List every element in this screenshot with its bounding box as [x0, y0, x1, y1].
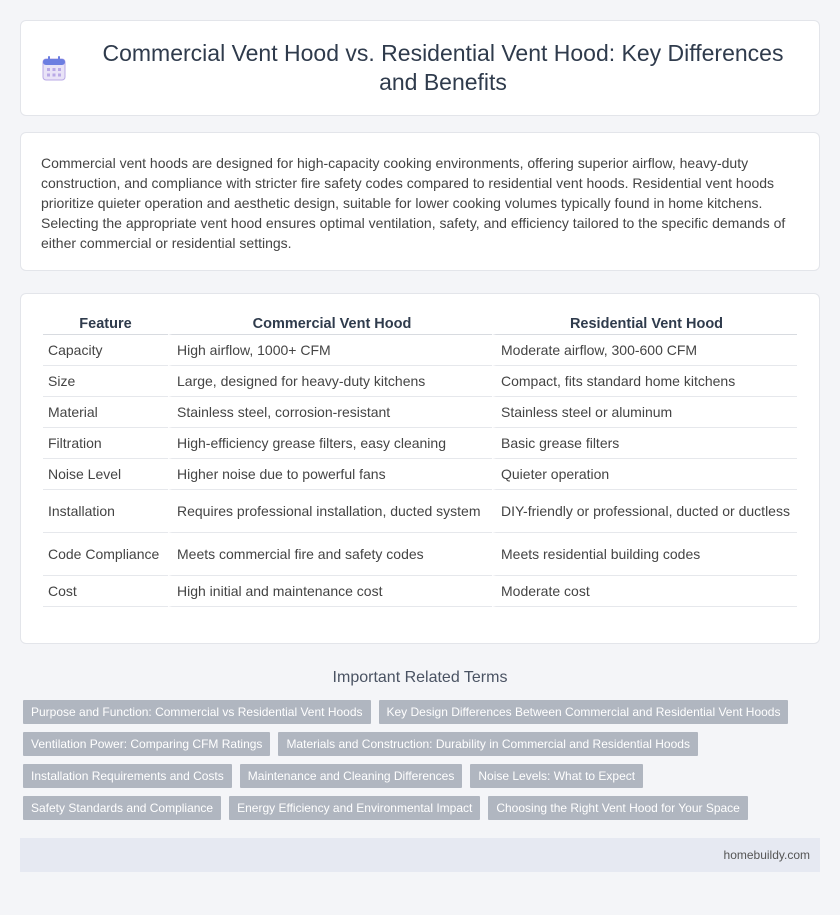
commercial-cell: Stainless steel, corrosion-resistant — [168, 397, 492, 428]
commercial-cell: High initial and maintenance cost — [168, 576, 492, 607]
commercial-cell: Large, designed for heavy-duty kitchens — [168, 366, 492, 397]
table-row — [43, 576, 797, 607]
table-row — [43, 459, 797, 490]
related-term-tag[interactable]: Key Design Differences Between Commercial and Residential Vent Hoods — [379, 700, 789, 724]
header-feature: Feature — [43, 310, 168, 335]
table-row — [43, 428, 797, 459]
feature-cell: Material — [43, 397, 168, 428]
feature-cell: Filtration — [43, 428, 168, 459]
residential-cell: Quieter operation — [492, 459, 797, 490]
footer — [20, 838, 820, 872]
commercial-cell: Requires professional installation, ducted system — [168, 490, 492, 533]
table-row — [43, 533, 797, 576]
header-residential: Residential Vent Hood — [492, 310, 797, 335]
comparison-table-card — [20, 293, 820, 644]
footer-site-link[interactable]: homebuildy.com — [723, 848, 810, 862]
table-row — [43, 366, 797, 397]
feature-cell: Code Compliance — [43, 533, 168, 576]
related-term-tag[interactable]: Safety Standards and Compliance — [23, 796, 221, 820]
commercial-cell: High airflow, 1000+ CFM — [168, 335, 492, 366]
feature-cell: Installation — [43, 490, 168, 533]
residential-cell: Moderate airflow, 300-600 CFM — [492, 335, 797, 366]
feature-cell: Cost — [43, 576, 168, 607]
residential-cell: Meets residential building codes — [492, 533, 797, 576]
table-row — [43, 335, 797, 366]
feature-cell: Size — [43, 366, 168, 397]
header-commercial: Commercial Vent Hood — [168, 310, 492, 335]
intro-paragraph: Commercial vent hoods are designed for high-capacity cooking environments, offering superior airflow, heavy-duty construction, and compliance with stricter fire safety codes compared to residential vent hoods. Residential vent hoods prioritize quieter operation and aesthetic design, suitable for lower cooking volumes typically found in home kitchens. Selecting the appropriate vent hood ensures optimal ventilation, safety, and efficiency tailored to the specific demands of either commercial or residential settings. — [41, 155, 786, 251]
commercial-cell: Meets commercial fire and safety codes — [168, 533, 492, 576]
related-term-tag[interactable]: Energy Efficiency and Environmental Impact — [229, 796, 480, 820]
table-row — [43, 490, 797, 533]
header-card — [20, 20, 820, 116]
feature-cell: Noise Level — [43, 459, 168, 490]
residential-cell: Basic grease filters — [492, 428, 797, 459]
related-term-tag[interactable]: Materials and Construction: Durability in Commercial and Residential Hoods — [278, 732, 698, 756]
comparison-table — [43, 310, 797, 607]
calendar-icon — [42, 55, 66, 81]
intro-card — [20, 132, 820, 271]
residential-cell: Stainless steel or aluminum — [492, 397, 797, 428]
related-term-tag[interactable]: Maintenance and Cleaning Differences — [240, 764, 463, 788]
page-title: Commercial Vent Hood vs. Residential Vent Hood: Key Differences and Benefits — [102, 40, 784, 95]
residential-cell: Compact, fits standard home kitchens — [492, 366, 797, 397]
related-term-tag[interactable]: Ventilation Power: Comparing CFM Ratings — [23, 732, 270, 756]
related-terms-title: Important Related Terms — [332, 669, 508, 686]
related-terms-list — [23, 700, 820, 828]
related-term-tag[interactable]: Choosing the Right Vent Hood for Your Space — [488, 796, 748, 820]
feature-cell: Capacity — [43, 335, 168, 366]
residential-cell: DIY-friendly or professional, ducted or ductless — [492, 490, 797, 533]
residential-cell: Moderate cost — [492, 576, 797, 607]
table-header-row — [43, 310, 797, 335]
commercial-cell: High-efficiency grease filters, easy cleaning — [168, 428, 492, 459]
related-term-tag[interactable]: Noise Levels: What to Expect — [470, 764, 643, 788]
table-row — [43, 397, 797, 428]
related-term-tag[interactable]: Purpose and Function: Commercial vs Residential Vent Hoods — [23, 700, 371, 724]
related-term-tag[interactable]: Installation Requirements and Costs — [23, 764, 232, 788]
commercial-cell: Higher noise due to powerful fans — [168, 459, 492, 490]
